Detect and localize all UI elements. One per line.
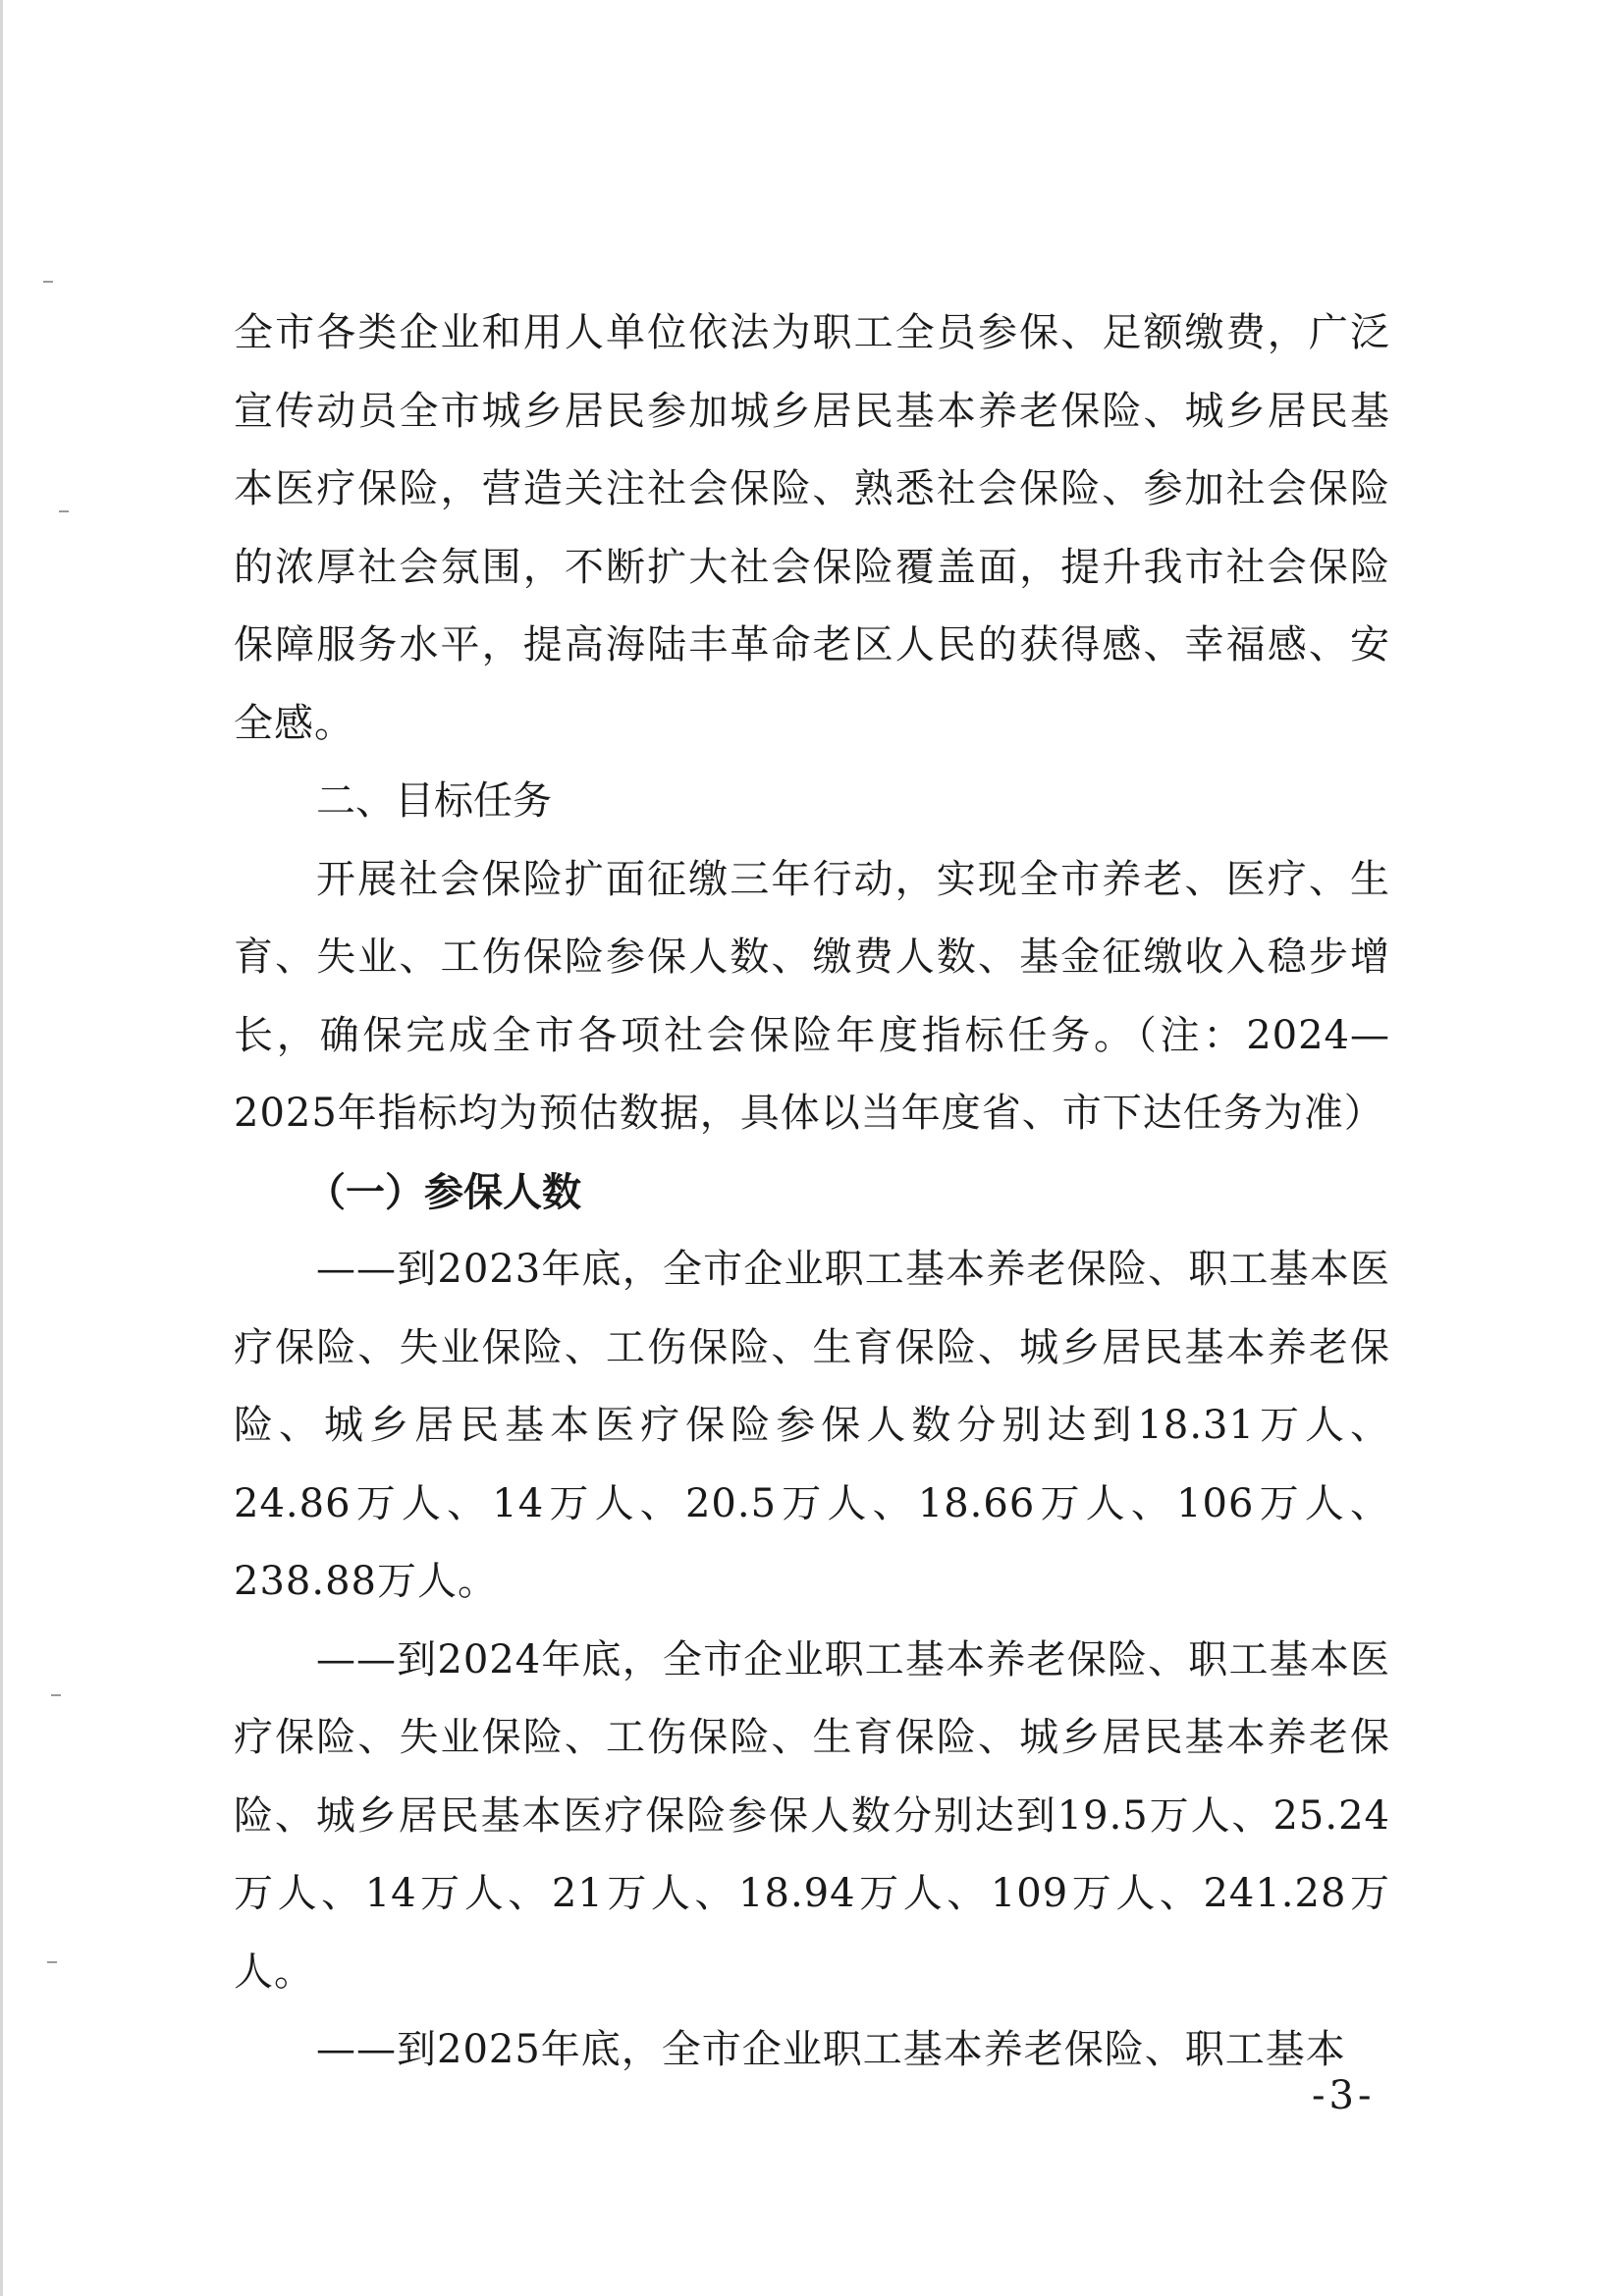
- margin-mark: [51, 1694, 61, 1696]
- document-body: [234, 294, 1390, 2090]
- body-paragraph: 全市各类企业和用人单位依法为职工全员参保、足额缴费，广泛宣传动员全市城乡居民参加城乡居民基本养老保险、城乡居民基本医疗保险，营造关注社会保险、熟悉社会保险、参加社会保险的浓厚社会氛围，不断扩大社会保险覆盖面，提升我市社会保险保障服务水平，提高海陆丰革命老区人民的获得感、幸福感、安全感。: [234, 310, 1390, 746]
- section-intro-paragraph: 开展社会保险扩面征缴三年行动，实现全市养老、医疗、生育、失业、工伤保险参保人数、缴费人数、基金征缴收入稳步增长，确保完成全市各项社会保险年度指标任务。（注：2024—2025年指标均为预估数据，具体以当年度省、市下达任务为准）: [234, 856, 1390, 1136]
- page-number: -3-: [1312, 2073, 1376, 2118]
- target-paragraph-2025: ——到2025年底，全市企业职工基本养老保险、职工基本: [316, 2027, 1346, 2072]
- target-paragraph-2024: ——到2024年底，全市企业职工基本养老保险、职工基本医疗保险、失业保险、工伤保险、生育保险、城乡居民基本养老保险、城乡居民基本医疗保险参保人数分别达到19.5万人、25.24万人、14万人、21万人、18.94万人、109万人、241.28万人。: [234, 1636, 1390, 1995]
- target-paragraph-2023: ——到2023年底，全市企业职工基本养老保险、职工基本医疗保险、失业保险、工伤保险、生育保险、城乡居民基本养老保险、城乡居民基本医疗保险参保人数分别达到18.31万人、24.86万人、14万人、20.5万人、18.66万人、106万人、238.88万人。: [234, 1247, 1390, 1604]
- subsection-heading: （一）参保人数: [306, 1168, 581, 1215]
- section-heading: 二、目标任务: [316, 778, 552, 824]
- margin-mark: [43, 281, 53, 283]
- margin-mark: [59, 510, 69, 512]
- margin-mark: [47, 1961, 57, 1963]
- scan-edge-divider: [0, 0, 3, 2296]
